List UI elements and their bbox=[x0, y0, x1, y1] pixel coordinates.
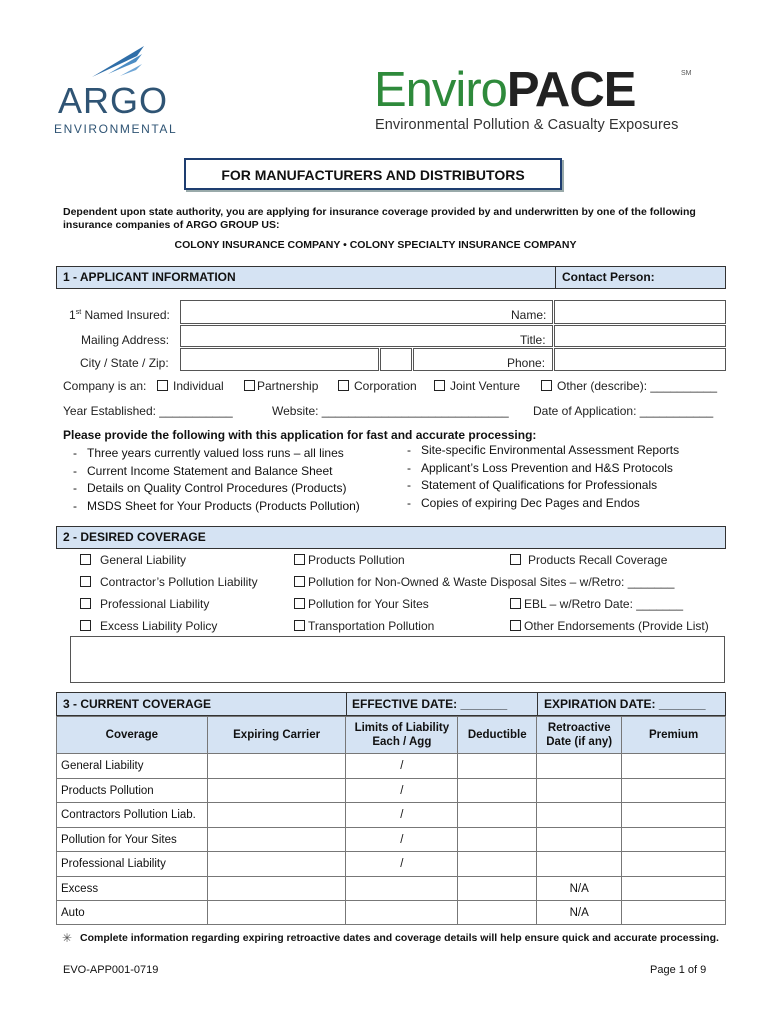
page-number: Page 1 of 9 bbox=[650, 964, 707, 976]
cell-deductible[interactable] bbox=[458, 877, 537, 901]
cell-premium[interactable] bbox=[622, 852, 726, 877]
coverage-excess-liability[interactable] bbox=[80, 619, 217, 633]
service-mark: SM bbox=[681, 70, 692, 77]
named-insured-number: 1 bbox=[69, 308, 76, 322]
date-of-application-field[interactable]: Date of Application: ___________ bbox=[533, 404, 714, 418]
cell-deductible[interactable] bbox=[458, 779, 537, 803]
row-coverage-name: Contractors Pollution Liab. bbox=[57, 803, 208, 828]
cell-deductible[interactable] bbox=[458, 852, 537, 877]
transportation-pollution-checkbox[interactable] bbox=[294, 620, 305, 631]
named-insured-text: Named Insured: bbox=[84, 308, 170, 322]
coverage-label: Professional Liability bbox=[100, 597, 210, 611]
table-row bbox=[57, 852, 726, 877]
table-row bbox=[57, 877, 726, 901]
argo-logo-mark-icon bbox=[92, 44, 146, 80]
col-premium: Premium bbox=[622, 717, 726, 754]
other-checkbox[interactable] bbox=[541, 380, 552, 391]
partnership-checkbox[interactable] bbox=[244, 380, 255, 391]
mailing-address-label: Mailing Address: bbox=[81, 333, 170, 347]
contact-title-label: Title: bbox=[520, 333, 546, 347]
cell-premium[interactable] bbox=[622, 877, 726, 901]
section-3-divider-1 bbox=[346, 692, 347, 716]
list-item-text: MSDS Sheet for Your Products (Products Pollution) bbox=[87, 498, 360, 513]
contractors-pollution-checkbox[interactable] bbox=[80, 576, 91, 587]
non-owned-sites-checkbox[interactable] bbox=[294, 576, 305, 587]
col-retroactive bbox=[537, 717, 622, 754]
coverage-non-owned-sites[interactable] bbox=[294, 575, 674, 589]
section-3-divider-2 bbox=[537, 692, 538, 716]
your-sites-checkbox[interactable] bbox=[294, 598, 305, 609]
coverage-products-pollution[interactable] bbox=[294, 553, 405, 567]
year-established-field[interactable]: Year Established: ___________ bbox=[63, 404, 233, 418]
table-header-row bbox=[57, 717, 726, 754]
row-coverage-name: General Liability bbox=[57, 754, 208, 779]
cell-limits[interactable]: / bbox=[346, 852, 458, 877]
list-item: - Statement of Qualifications for Professionals bbox=[407, 478, 658, 492]
col-retro-line1: Retroactive bbox=[547, 722, 611, 734]
list-item: - MSDS Sheet for Your Products (Products Pollution) bbox=[73, 498, 360, 513]
col-limits bbox=[346, 717, 458, 754]
named-insured-sup: st bbox=[75, 309, 82, 316]
argo-logo-text: ARGO bbox=[58, 80, 169, 121]
current-coverage-table bbox=[56, 716, 726, 925]
other-endorsements-checkbox[interactable] bbox=[510, 620, 521, 631]
cell-limits[interactable]: / bbox=[346, 754, 458, 779]
option-joint-venture[interactable] bbox=[434, 379, 520, 393]
cell-retro[interactable] bbox=[537, 803, 622, 828]
cell-carrier[interactable] bbox=[207, 901, 346, 925]
cell-retro[interactable] bbox=[537, 754, 622, 779]
coverage-label: General Liability bbox=[100, 553, 187, 567]
cell-carrier[interactable] bbox=[207, 779, 346, 803]
col-expiring-carrier: Expiring Carrier bbox=[207, 717, 346, 754]
website-field[interactable]: Website: ____________________________ bbox=[272, 404, 509, 418]
contact-phone-input[interactable] bbox=[554, 348, 726, 371]
named-insured-label bbox=[69, 308, 170, 322]
row-coverage-name: Pollution for Your Sites bbox=[57, 828, 208, 852]
list-item-text: Current Income Statement and Balance Sheet bbox=[87, 463, 333, 478]
argo-logo-subtext: ENVIRONMENTAL bbox=[54, 122, 178, 136]
cell-premium[interactable] bbox=[622, 828, 726, 852]
table-row bbox=[57, 901, 726, 925]
table-row bbox=[57, 779, 726, 803]
cell-carrier[interactable] bbox=[207, 877, 346, 901]
envirospace-logo bbox=[374, 62, 635, 118]
individual-checkbox[interactable] bbox=[157, 380, 168, 391]
coverage-label: Other Endorsements (Provide List) bbox=[524, 619, 709, 633]
effective-date-field[interactable]: EFFECTIVE DATE: _______ bbox=[352, 697, 508, 711]
col-limits-line2: Each / Agg bbox=[372, 736, 432, 748]
coverage-your-sites[interactable] bbox=[294, 597, 429, 611]
companies-line: COLONY INSURANCE COMPANY • COLONY SPECIALTY INSURANCE COMPANY bbox=[174, 239, 577, 251]
cell-deductible[interactable] bbox=[458, 828, 537, 852]
coverage-label: Transportation Pollution bbox=[308, 619, 435, 633]
coverage-contractors-pollution[interactable] bbox=[80, 575, 258, 589]
cell-retro[interactable]: N/A bbox=[537, 877, 622, 901]
coverage-label: Pollution for Non-Owned & Waste Disposal Sites – w/Retro: _______ bbox=[308, 575, 675, 589]
contact-person-label: Contact Person: bbox=[562, 270, 655, 284]
coverage-other-endorsements[interactable] bbox=[510, 619, 709, 633]
right-requirements-list bbox=[407, 442, 679, 512]
coverage-label: Pollution for Your Sites bbox=[308, 597, 429, 611]
list-item: - Current Income Statement and Balance Sheet bbox=[73, 463, 333, 478]
expiration-date-field[interactable]: EXPIRATION DATE: _______ bbox=[544, 697, 706, 711]
cell-limits[interactable]: / bbox=[346, 828, 458, 852]
coverage-label: EBL – w/Retro Date: _______ bbox=[524, 597, 683, 611]
option-joint-venture-label: Joint Venture bbox=[450, 379, 521, 393]
row-coverage-name: Excess bbox=[57, 877, 208, 901]
corporation-checkbox[interactable] bbox=[338, 380, 349, 391]
contact-title-input[interactable] bbox=[554, 325, 726, 347]
enviro-logo-text: Enviro bbox=[374, 63, 507, 117]
page-title: FOR MANUFACTURERS AND DISTRIBUTORS bbox=[184, 158, 562, 190]
named-insured-input[interactable] bbox=[180, 300, 553, 324]
cell-premium[interactable] bbox=[622, 901, 726, 925]
cell-carrier[interactable] bbox=[207, 852, 346, 877]
coverage-label: Products Pollution bbox=[308, 553, 405, 567]
cell-carrier[interactable] bbox=[207, 754, 346, 779]
footnote: Complete information regarding expiring retroactive dates and coverage details will help ensure quick and accurate processing. bbox=[80, 932, 719, 944]
contact-name-input[interactable] bbox=[554, 300, 726, 324]
option-partnership[interactable] bbox=[244, 379, 318, 393]
coverage-ebl[interactable] bbox=[510, 597, 683, 611]
cell-limits[interactable]: / bbox=[346, 803, 458, 828]
ebl-checkbox[interactable] bbox=[510, 598, 521, 609]
intro-text bbox=[63, 206, 723, 232]
coverage-transportation-pollution[interactable] bbox=[294, 619, 434, 633]
asterisk-icon: ✳ bbox=[62, 931, 73, 945]
cell-carrier[interactable] bbox=[207, 828, 346, 852]
section-2-header bbox=[56, 526, 726, 549]
city-state-zip-label: City / State / Zip: bbox=[80, 356, 169, 370]
pace-logo-text: PACE bbox=[506, 63, 636, 117]
coverage-general-liability[interactable] bbox=[80, 553, 186, 567]
left-requirements-list bbox=[73, 445, 360, 515]
cell-retro[interactable] bbox=[537, 828, 622, 852]
joint-venture-checkbox[interactable] bbox=[434, 380, 445, 391]
cell-premium[interactable] bbox=[622, 779, 726, 803]
list-item-text: Copies of expiring Dec Pages and Endos bbox=[421, 495, 640, 510]
intro-line-2: insurance companies of ARGO GROUP US: bbox=[63, 219, 280, 231]
section-2-title: 2 - DESIRED COVERAGE bbox=[63, 530, 206, 544]
cell-limits[interactable] bbox=[346, 877, 458, 901]
cell-deductible[interactable] bbox=[458, 901, 537, 925]
coverage-label: Excess Liability Policy bbox=[100, 619, 218, 633]
col-deductible: Deductible bbox=[458, 717, 537, 754]
section-1-divider bbox=[555, 266, 556, 289]
list-item: - Site-specific Environmental Assessment Reports bbox=[407, 443, 680, 457]
table-row bbox=[57, 828, 726, 852]
col-retro-line2: Date (if any) bbox=[546, 736, 613, 748]
mailing-address-input[interactable] bbox=[180, 325, 553, 347]
coverage-professional-liability[interactable] bbox=[80, 597, 209, 611]
cell-premium[interactable] bbox=[622, 803, 726, 828]
professional-liability-checkbox[interactable] bbox=[80, 598, 91, 609]
section-3-title: 3 - CURRENT COVERAGE bbox=[63, 697, 212, 711]
coverage-products-recall[interactable] bbox=[510, 553, 667, 567]
products-pollution-checkbox[interactable] bbox=[294, 554, 305, 565]
list-item: - Details on Quality Control Procedures (Products) bbox=[73, 481, 347, 495]
option-partnership-label: Partnership bbox=[257, 379, 319, 393]
cell-deductible[interactable] bbox=[458, 754, 537, 779]
cell-retro[interactable] bbox=[537, 852, 622, 877]
table-row bbox=[57, 803, 726, 828]
cell-carrier[interactable] bbox=[207, 803, 346, 828]
cell-retro[interactable] bbox=[537, 779, 622, 803]
list-item-text: Three years currently valued loss runs – all lines bbox=[87, 446, 344, 460]
coverage-label: Contractor’s Pollution Liability bbox=[100, 575, 258, 589]
col-coverage: Coverage bbox=[57, 717, 208, 754]
list-item: - Applicant’s Loss Prevention and H&S Protocols bbox=[407, 460, 673, 475]
contact-phone-label: Phone: bbox=[507, 356, 546, 370]
cell-deductible[interactable] bbox=[458, 803, 537, 828]
state-input[interactable] bbox=[380, 348, 412, 371]
section-1-title: 1 - APPLICANT INFORMATION bbox=[63, 270, 236, 284]
enviro-tagline: Environmental Pollution & Casualty Exposures bbox=[375, 117, 679, 133]
cell-limits[interactable] bbox=[346, 901, 458, 925]
list-item-text: Site-specific Environmental Assessment Reports bbox=[421, 443, 680, 457]
endorsements-textarea[interactable] bbox=[70, 636, 725, 683]
row-coverage-name: Products Pollution bbox=[57, 779, 208, 803]
col-limits-line1: Limits of Liability bbox=[354, 722, 450, 734]
form-id: EVO-APP001-0719 bbox=[63, 964, 159, 976]
option-individual[interactable] bbox=[157, 379, 224, 393]
list-item-text: Applicant’s Loss Prevention and H&S Protocols bbox=[421, 460, 673, 475]
row-coverage-name: Auto bbox=[57, 901, 208, 925]
list-item: - Three years currently valued loss runs – all lines bbox=[73, 446, 344, 460]
cell-limits[interactable]: / bbox=[346, 779, 458, 803]
provide-heading: Please provide the following with this application for fast and accurate processing: bbox=[63, 428, 537, 442]
option-corporation-label: Corporation bbox=[354, 379, 417, 393]
contact-name-label: Name: bbox=[511, 308, 547, 322]
city-input[interactable] bbox=[180, 348, 379, 371]
option-individual-label: Individual bbox=[173, 379, 224, 393]
intro-line-1: Dependent upon state authority, you are applying for insurance coverage provided by and underwritten by one of the following bbox=[63, 206, 696, 218]
option-other-label: Other (describe): __________ bbox=[557, 379, 718, 393]
excess-liability-checkbox[interactable] bbox=[80, 620, 91, 631]
products-recall-checkbox[interactable] bbox=[510, 554, 521, 565]
general-liability-checkbox[interactable] bbox=[80, 554, 91, 565]
list-item-text: Statement of Qualifications for Professionals bbox=[421, 478, 658, 492]
company-is-label: Company is an: bbox=[63, 379, 147, 393]
list-item: - Copies of expiring Dec Pages and Endos bbox=[407, 495, 640, 510]
option-corporation[interactable] bbox=[338, 379, 417, 393]
cell-premium[interactable] bbox=[622, 754, 726, 779]
table-row bbox=[57, 754, 726, 779]
cell-retro[interactable]: N/A bbox=[537, 901, 622, 925]
list-item-text: Details on Quality Control Procedures (Products) bbox=[87, 481, 347, 495]
coverage-label: Products Recall Coverage bbox=[528, 553, 668, 567]
row-coverage-name: Professional Liability bbox=[57, 852, 208, 877]
option-other[interactable] bbox=[541, 379, 717, 393]
